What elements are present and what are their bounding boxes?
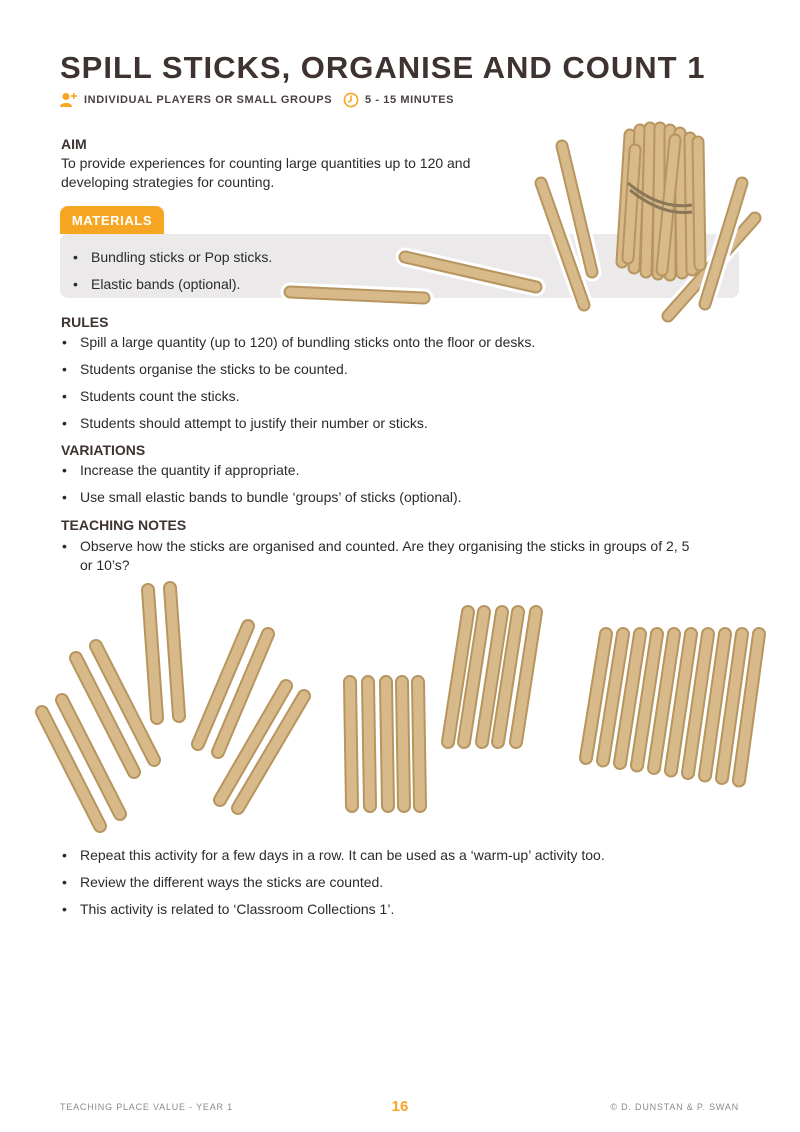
- page-number: 16: [391, 1098, 409, 1115]
- stick: [220, 686, 286, 800]
- duration-label: 5 - 15 MINUTES: [365, 94, 455, 106]
- stick-face: [386, 682, 388, 806]
- stick-face: [402, 682, 404, 806]
- teaching-notes-first-line-1: Observe how the sticks are organised and counted. Are they organising the sticks in groups of 2, 5: [80, 538, 690, 554]
- stick: [148, 590, 157, 718]
- footer-right: © D. DUNSTAN & P. SWAN: [610, 1102, 739, 1112]
- footer-left: TEACHING PLACE VALUE - YEAR 1: [60, 1102, 233, 1112]
- stick-face: [722, 634, 742, 778]
- stick-face: [620, 634, 640, 763]
- rules-item: • Students count the sticks.: [61, 387, 535, 406]
- stick: [464, 612, 484, 742]
- stick-face: [516, 612, 536, 742]
- aim-text-line-1: To provide experiences for counting large quantities up to 120 and: [61, 155, 471, 171]
- stick: [603, 634, 623, 761]
- teaching-notes-list: [61, 846, 605, 927]
- variations-item: • Use small elastic bands to bundle ‘groups’ of sticks (optional).: [61, 488, 462, 507]
- materials-list: [72, 248, 272, 302]
- stick: [238, 696, 304, 808]
- stick: [62, 700, 120, 814]
- teaching-notes-item: [61, 537, 751, 575]
- stick: [516, 612, 536, 742]
- stick: [620, 634, 640, 763]
- stick-face: [170, 588, 179, 716]
- stick-face: [96, 646, 154, 760]
- variations-list: [61, 461, 462, 515]
- rules-heading: RULES: [61, 314, 109, 330]
- teaching-notes-item: • This activity is related to ‘Classroom Collections 1’.: [61, 900, 605, 919]
- players-meta: [60, 92, 332, 108]
- variations-item: • Increase the quantity if appropriate.: [61, 461, 462, 480]
- stick-face: [739, 634, 759, 781]
- stick-face: [148, 590, 157, 718]
- rules-item: • Spill a large quantity (up to 120) of bundling sticks onto the floor or desks.: [61, 333, 535, 352]
- stick-face: [220, 686, 286, 800]
- stick-face: [76, 658, 134, 772]
- stick-face: [62, 700, 120, 814]
- materials-heading: MATERIALS: [60, 206, 164, 234]
- stick-face: [464, 612, 484, 742]
- stick: [42, 712, 100, 826]
- stick-face: [218, 634, 268, 752]
- stick: [386, 682, 388, 806]
- elastic-band: [628, 183, 692, 206]
- stick-face: [368, 682, 370, 806]
- stick-face: [603, 634, 623, 761]
- stick-face: [42, 712, 100, 826]
- rules-list: [61, 333, 535, 441]
- stick: [739, 634, 759, 781]
- rules-item: • Students organise the sticks to be counted.: [61, 360, 535, 379]
- stick: [705, 634, 725, 776]
- teaching-notes-heading: TEACHING NOTES: [61, 517, 187, 533]
- duration-meta: [343, 92, 454, 108]
- stick: [218, 634, 268, 752]
- stick: [586, 634, 606, 758]
- stick: [418, 682, 420, 806]
- stick-face: [705, 634, 725, 776]
- stick-face: [350, 682, 352, 806]
- stick-face: [637, 634, 657, 766]
- teaching-notes-item: • Repeat this activity for a few days in a row. It can be used as a ‘warm-up’ activity too.: [61, 846, 605, 865]
- stick-face: [688, 634, 708, 773]
- teaching-notes-first: [61, 537, 751, 583]
- stick: [654, 634, 674, 768]
- stick: [76, 658, 134, 772]
- stick: [402, 682, 404, 806]
- rules-item: • Students should attempt to justify their number or sticks.: [61, 414, 535, 433]
- teaching-notes-item: • Review the different ways the sticks are counted.: [61, 873, 605, 892]
- aim-text-line-2: developing strategies for counting.: [61, 174, 275, 190]
- stick: [688, 634, 708, 773]
- add-person-icon: [60, 92, 78, 108]
- stick-face: [671, 634, 691, 771]
- page-title: SPILL STICKS, ORGANISE AND COUNT 1: [60, 50, 706, 85]
- players-label: INDIVIDUAL PLAYERS OR SMALL GROUPS: [84, 94, 333, 106]
- stick-face: [482, 612, 502, 742]
- stick: [722, 634, 742, 778]
- stick: [198, 626, 248, 744]
- stick: [170, 588, 179, 716]
- stick-face: [498, 612, 518, 742]
- grouped-sticks-illustration: [42, 588, 759, 826]
- stick-face: [418, 682, 420, 806]
- stick: [96, 646, 154, 760]
- stick-face: [198, 626, 248, 744]
- clock-icon: [343, 92, 359, 108]
- materials-item: • Bundling sticks or Pop sticks.: [72, 248, 272, 267]
- stick: [448, 612, 468, 742]
- aim-heading: AIM: [61, 136, 87, 152]
- teaching-notes-first-line-2: or 10’s?: [80, 557, 130, 573]
- stick-face: [448, 612, 468, 742]
- stick: [350, 682, 352, 806]
- elastic-band: [630, 190, 692, 213]
- variations-heading: VARIATIONS: [61, 442, 146, 458]
- stick: [498, 612, 518, 742]
- stick: [637, 634, 657, 766]
- stick: [671, 634, 691, 771]
- stick-face: [586, 634, 606, 758]
- stick: [368, 682, 370, 806]
- materials-item: • Elastic bands (optional).: [72, 275, 272, 294]
- stick-face: [238, 696, 304, 808]
- stick: [482, 612, 502, 742]
- stick-face: [654, 634, 674, 768]
